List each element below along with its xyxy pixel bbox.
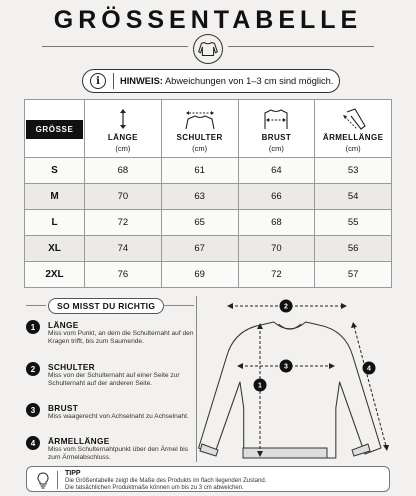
- page-title: GRÖSSENTABELLE: [53, 6, 363, 34]
- info-icon: i: [90, 73, 106, 89]
- step-title: BRUST: [48, 403, 79, 413]
- table-row: [25, 158, 392, 184]
- value-cell: 66: [238, 184, 315, 210]
- value-cell: 69: [161, 262, 238, 288]
- value-cell: 57: [315, 262, 392, 288]
- step-title: LÄNGE: [48, 320, 79, 330]
- sleeve-measure-line: [354, 326, 386, 446]
- value-cell: 74: [85, 236, 162, 262]
- value-cell: 64: [238, 158, 315, 184]
- marker-3: [280, 360, 293, 373]
- step-title: SCHULTER: [48, 362, 95, 372]
- step-number: 4: [26, 436, 40, 450]
- size-cell: M: [25, 184, 85, 210]
- table-row: [25, 262, 392, 288]
- sweater-measurement-diagram: [198, 296, 392, 464]
- size-cell: L: [25, 210, 85, 236]
- sweater-icon: [193, 34, 223, 64]
- note-message: Abweichungen von 1–3 cm sind möglich.: [164, 76, 334, 86]
- tip-line-2: Die tatsächlichen Produktmaße können um bis zu 3 cm abweichen.: [65, 485, 244, 491]
- how-to-divider-right: [163, 305, 194, 306]
- column-header-shoulder: SCHULTER (cm): [161, 100, 238, 158]
- note-separator: [113, 73, 114, 89]
- marker-2: [280, 300, 293, 313]
- column-header-length: LÄNGE (cm): [85, 100, 162, 158]
- size-table: [24, 99, 392, 288]
- value-cell: 53: [315, 158, 392, 184]
- chest-icon: [258, 108, 294, 130]
- table-row: [25, 184, 392, 210]
- tip-box: [26, 466, 390, 492]
- svg-text:2: 2: [284, 303, 288, 311]
- value-cell: 72: [238, 262, 315, 288]
- column-header-sleeve: ÄRMELLÄNGE (cm): [315, 100, 392, 158]
- how-to-divider-left: [26, 305, 46, 306]
- length-arrow-icon: [105, 108, 141, 130]
- value-cell: 67: [161, 236, 238, 262]
- tip-title: TIPP: [65, 470, 81, 477]
- svg-text:3: 3: [284, 363, 288, 371]
- value-cell: 76: [85, 262, 162, 288]
- svg-text:4: 4: [367, 365, 371, 373]
- value-cell: 70: [238, 236, 315, 262]
- title-divider-right: [228, 46, 374, 47]
- value-cell: 72: [85, 210, 162, 236]
- tip-separator: [57, 471, 58, 489]
- value-cell: 56: [315, 236, 392, 262]
- lightbulb-icon: [35, 471, 51, 489]
- value-cell: 70: [85, 184, 162, 210]
- value-cell: 68: [238, 210, 315, 236]
- step-description: Miss vom Punkt, an dem die Schulternaht auf den Kragen trifft, bis zum Saumende.: [48, 330, 194, 346]
- cuffs-hem: [200, 444, 370, 458]
- step-description: Miss von der Schulternaht auf einer Seite zur Schulternaht auf der anderen Seite.: [48, 372, 180, 388]
- table-row: [25, 236, 392, 262]
- step-number: 2: [26, 362, 40, 376]
- note-banner: [82, 69, 340, 93]
- tip-line-1: Die Größentabelle zeigt die Maße des Produkts im flach liegenden Zustand.: [65, 478, 267, 484]
- value-cell: 55: [315, 210, 392, 236]
- marker-4: [363, 362, 376, 375]
- title-divider-left: [42, 46, 188, 47]
- value-cell: 54: [315, 184, 392, 210]
- size-cell: S: [25, 158, 85, 184]
- how-to-title: SO MISST DU RICHTIG: [48, 298, 164, 314]
- value-cell: 68: [85, 158, 162, 184]
- step-description: Miss vom Schulternahtpunkt über den Ärmel bis zum Ärmelabschluss.: [48, 446, 188, 462]
- value-cell: 61: [161, 158, 238, 184]
- column-header-chest: BRUST (cm): [238, 100, 315, 158]
- marker-1: [254, 379, 267, 392]
- note-text: [120, 76, 333, 86]
- size-cell: 2XL: [25, 262, 85, 288]
- value-cell: 63: [161, 184, 238, 210]
- step-number: 1: [26, 320, 40, 334]
- shoulder-icon: [182, 108, 218, 130]
- size-cell: XL: [25, 236, 85, 262]
- value-cell: 65: [161, 210, 238, 236]
- step-description: Miss waagerecht von Achselnaht zu Achselnaht.: [48, 413, 189, 420]
- svg-text:1: 1: [258, 382, 262, 390]
- size-header: GRÖSSE: [26, 120, 84, 139]
- table-row: [25, 210, 392, 236]
- table-header-row: [25, 100, 392, 158]
- sweater-outline: [199, 322, 381, 458]
- step-title: ÄRMELLÄNGE: [48, 436, 110, 446]
- step-number: 3: [26, 403, 40, 417]
- note-label: HINWEIS:: [120, 76, 163, 86]
- sleeve-icon: [335, 108, 371, 130]
- size-header-cell: [25, 100, 85, 158]
